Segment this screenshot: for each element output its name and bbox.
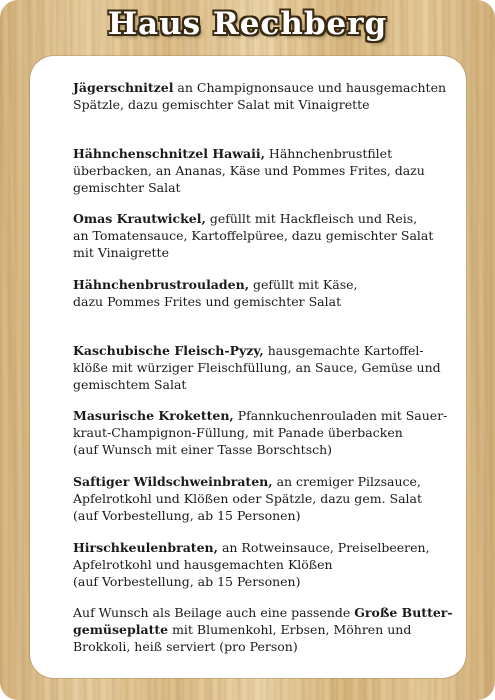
dish-description: (auf Vorbestellung, ab 15 Personen) xyxy=(73,508,301,523)
dish-name: Hähnchenbrustrouladen, xyxy=(73,277,250,292)
menu-item-line xyxy=(73,473,433,490)
dish-description: gefüllt mit Käse, xyxy=(249,277,358,292)
note-text: Auf Wunsch als Beilage auch eine passende xyxy=(73,605,355,620)
menu-item-line xyxy=(73,145,433,162)
menu-item xyxy=(73,342,441,393)
dish-description: Apfelrotkohl und Klößen oder Spätzle, dazu gem. Salat xyxy=(73,491,422,506)
menu-item-line xyxy=(73,539,433,556)
dish-description: gefüllt mit Hackfleisch und Reis, xyxy=(205,211,418,226)
dish-description: Pfannkuchenrouladen mit Sauer- xyxy=(233,408,448,423)
note-text: mit Blumenkohl, Erbsen, Möhren und xyxy=(168,622,412,637)
dish-name: Omas Krautwickel, xyxy=(73,211,206,226)
dish-description: an cremiger Pilzsauce, xyxy=(272,474,421,489)
dish-description: klöße mit würziger Fleischfüllung, an Sauce, Gemüse und xyxy=(73,360,441,375)
dish-name: Masurische Kroketten, xyxy=(73,408,234,423)
note-line xyxy=(73,621,433,638)
menu-item-line xyxy=(73,276,433,293)
restaurant-title: Haus Rechberg xyxy=(107,6,388,42)
menu-item-line xyxy=(73,342,433,359)
menu-item xyxy=(73,276,433,310)
dish-description: Hähnchenbrustfilet xyxy=(264,146,393,161)
menu-item xyxy=(73,539,433,590)
dish-description: gemischtem Salat xyxy=(73,377,187,392)
menu-item-line xyxy=(73,79,447,96)
menu-item xyxy=(73,473,433,524)
dish-description: hausgemachte Kartoffel- xyxy=(263,343,424,358)
side-dish-note xyxy=(73,604,453,655)
menu-item xyxy=(73,79,447,113)
dish-name: Saftiger Wildschweinbraten, xyxy=(73,474,273,489)
dish-description: (auf Vorbestellung, ab 15 Personen) xyxy=(73,574,301,589)
dish-description: an Rotweinsauce, Preiselbeeren, xyxy=(217,540,430,555)
note-highlight: gemüseplatte xyxy=(73,622,169,637)
dish-description: gemischter Salat xyxy=(73,180,181,195)
dish-description: kraut-Champignon-Füllung, mit Panade überbacken xyxy=(73,425,403,440)
dish-description: (auf Wunsch mit einer Tasse Borschtsch) xyxy=(73,442,333,457)
note-line xyxy=(73,604,453,621)
dish-description: an Champignonsauce und hausgemachten xyxy=(173,80,447,95)
menu-item xyxy=(73,407,448,458)
menu-item-line xyxy=(73,210,433,227)
menu-item xyxy=(73,145,433,196)
note-text: Brokkoli, heiß serviert (pro Person) xyxy=(73,639,298,654)
dish-description: dazu Pommes Frites und gemischter Salat xyxy=(73,294,342,309)
dish-name: Hähnchenschnitzel Hawaii, xyxy=(73,146,265,161)
menu-item xyxy=(73,210,433,261)
dish-name: Jägerschnitzel xyxy=(73,80,174,95)
dish-name: Hirschkeulenbraten, xyxy=(73,540,218,555)
dish-description: überbacken, an Ananas, Käse und Pommes Frites, dazu xyxy=(73,163,425,178)
dish-description: Spätzle, dazu gemischter Salat mit Vinaigrette xyxy=(73,97,370,112)
dish-description: Apfelrotkohl und hausgemachten Klößen xyxy=(73,557,333,572)
menu-item-line xyxy=(73,407,448,424)
dish-description: mit Vinaigrette xyxy=(73,245,169,260)
note-highlight: Große Butter- xyxy=(354,605,453,620)
dish-name: Kaschubische Fleisch-Pyzy, xyxy=(73,343,264,358)
dish-description: an Tomatensauce, Kartoffelpüree, dazu gemischter Salat xyxy=(73,228,434,243)
